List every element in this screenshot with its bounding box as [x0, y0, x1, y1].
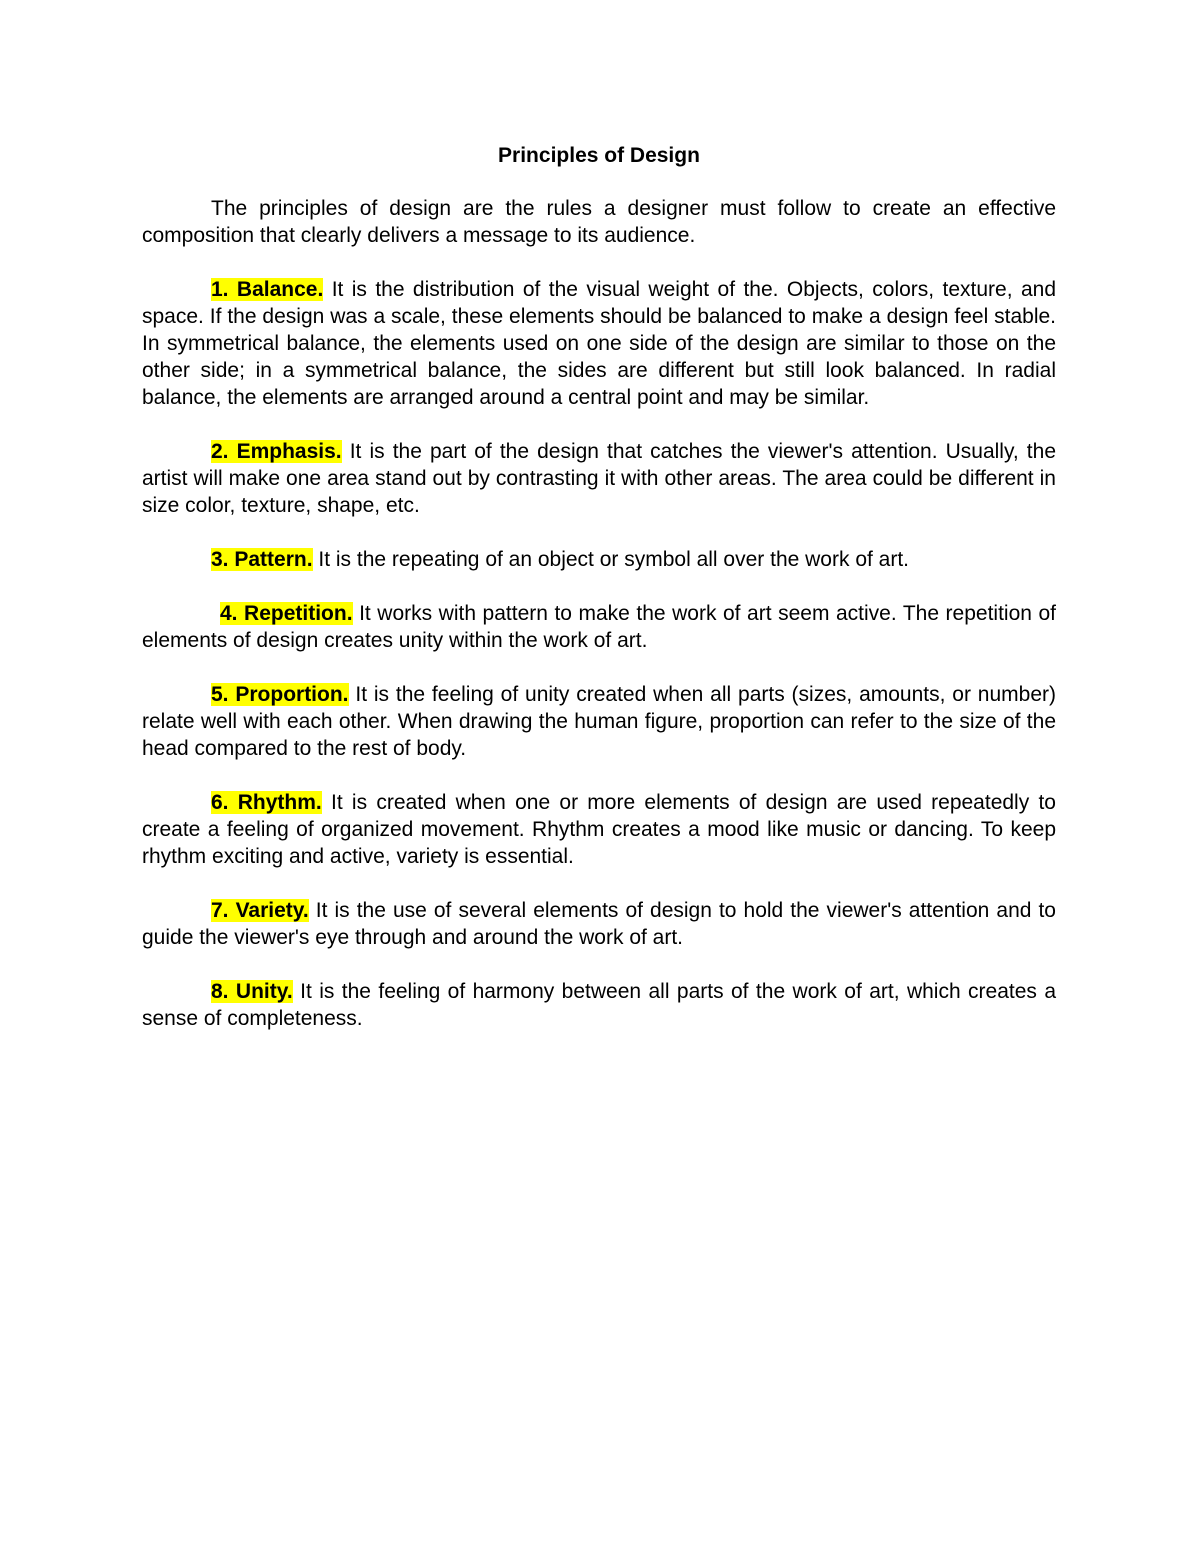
principle-label: 1. Balance. [211, 278, 324, 301]
principle-text: It is created when one or more elements of design are used repeatedly to create a feeling of organized movement. Rhythm creates a mood like music or dancing. To keep rhythm exciting and active, variety is essential. [142, 791, 1056, 868]
principle-variety [142, 897, 1056, 951]
principle-pattern [142, 546, 1056, 573]
principle-proportion [142, 681, 1056, 762]
principle-label: 2. Emphasis. [211, 440, 342, 463]
principle-text: It is the feeling of harmony between all parts of the work of art, which creates a sense of completeness. [142, 980, 1056, 1030]
principle-balance [142, 276, 1056, 411]
principle-rhythm [142, 789, 1056, 870]
principle-label: 6. Rhythm. [211, 791, 322, 814]
principle-label: 5. Proportion. [211, 683, 349, 706]
principle-text: It is the distribution of the visual weight of the. Objects, colors, texture, and space. If the design was a scale, these elements should be balanced to make a design feel stable. In symmetrical balance, the elements used on one side of the design are similar to those on the other side; in a symmetrical balance, the sides are different but still look balanced. In radial balance, the elements are arranged around a central point and may be similar. [142, 278, 1056, 409]
principle-label: 8. Unity. [211, 980, 293, 1003]
intro-paragraph: The principles of design are the rules a designer must follow to create an effective composition that clearly delivers a message to its audience. [142, 197, 1056, 247]
principle-text: It works with pattern to make the work of art seem active. The repetition of elements of design creates unity within the work of art. [142, 602, 1056, 652]
principle-repetition [142, 600, 1056, 654]
principle-unity [142, 978, 1056, 1032]
document-page [142, 140, 1056, 1059]
principle-text: It is the part of the design that catches the viewer's attention. Usually, the artist will make one area stand out by contrasting it with other areas. The area could be different in size color, texture, shape, etc. [142, 440, 1057, 517]
principle-emphasis [142, 438, 1056, 519]
principle-label: 4. Repetition. [220, 602, 353, 625]
principle-text: It is the repeating of an object or symbol all over the work of art. [312, 548, 910, 571]
principle-label: 3. Pattern. [211, 548, 313, 571]
document-title: Principles of Design [498, 144, 700, 167]
principle-text: It is the feeling of unity created when all parts (sizes, amounts, or number) relate well with each other. When drawing the human figure, proportion can refer to the size of the head compared to the rest of body. [142, 683, 1057, 760]
principle-label: 7. Variety. [211, 899, 309, 922]
principle-text: It is the use of several elements of design to hold the viewer's attention and to guide the viewer's eye through and around the work of art. [142, 899, 1056, 949]
